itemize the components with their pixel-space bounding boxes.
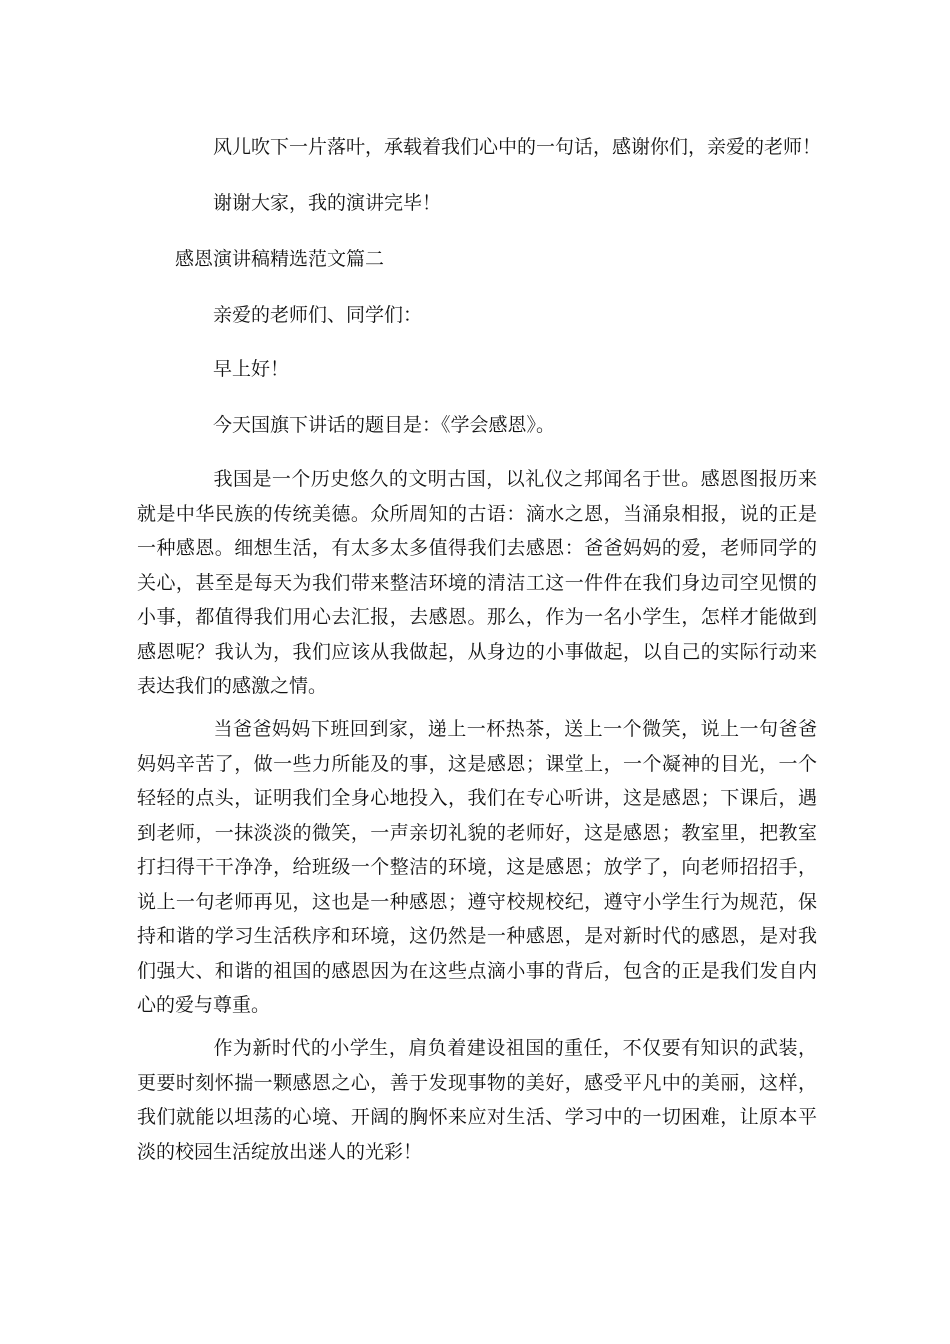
paragraph-text: 作为新时代的小学生，肩负着建设祖国的重任，不仅要有知识的武装，更要时刻怀揣一颗感恩之心，善于发现事物的美好，感受平凡中的美丽，这样，我们就能以坦荡的心境、开阔的胸怀来应对生活、学习中的一切困难，让原本平淡的校园生活绽放出迷人的光彩！ bbox=[137, 1037, 817, 1163]
greeting-line: 早上好！ bbox=[213, 358, 290, 380]
leaf-line: 风儿吹下一片落叶，承载着我们心中的一句话，感谢你们，亲爱的老师！ bbox=[213, 136, 822, 158]
paragraph-text: 我国是一个历史悠久的文明古国，以礼仪之邦闻名于世。感恩图报历来就是中华民族的传统美德。众所周知的古语：滴水之恩，当涌泉相报，说的正是一种感恩。细想生活，有太多太多值得我们去感恩：爸爸妈妈的爱，老师同学的关心，甚至是每天为我们带来整洁环境的清洁工这一件件在我们身边司空见惯的小事，都值得我们用心去汇报，去感恩。那么，作为一名小学生，怎样才能做到感恩呢？我认为，我们应该从我做起，从身边的小事做起，以自己的实际行动来表达我们的感激之情。 bbox=[137, 468, 817, 697]
body-paragraph bbox=[137, 462, 817, 704]
topic-line: 今天国旗下讲话的题目是：《学会感恩》。 bbox=[213, 414, 556, 436]
paragraph-text: 当爸爸妈妈下班回到家，递上一杯热茶，送上一个微笑，说上一句爸爸妈妈辛苦了，做一些力所能及的事，这是感恩；课堂上，一个凝神的目光，一个轻轻的点头，证明我们全身心地投入，我们在专心听讲，这是感恩；下课后，遇到老师，一抹淡淡的微笑，一声亲切礼貌的老师好，这是感恩；教室里，把教室打扫得干干净净，给班级一个整洁的环境，这是感恩；放学了，向老师招招手，说上一句老师再见，这也是一种感恩；遵守校规校纪，遵守小学生行为规范，保持和谐的学习生活秩序和环境，这仍然是一种感恩，是对新时代的感恩，是对我们强大、和谐的祖国的感恩因为在这些点滴小事的背后，包含的正是我们发自内心的爱与尊重。 bbox=[137, 718, 817, 1016]
closing-thanks-line: 谢谢大家，我的演讲完毕！ bbox=[213, 192, 442, 214]
body-paragraph bbox=[137, 712, 817, 1023]
section-heading: 感恩演讲稿精选范文篇二 bbox=[175, 248, 385, 270]
salutation-line: 亲爱的老师们、同学们： bbox=[213, 304, 423, 326]
body-paragraph bbox=[137, 1031, 817, 1169]
